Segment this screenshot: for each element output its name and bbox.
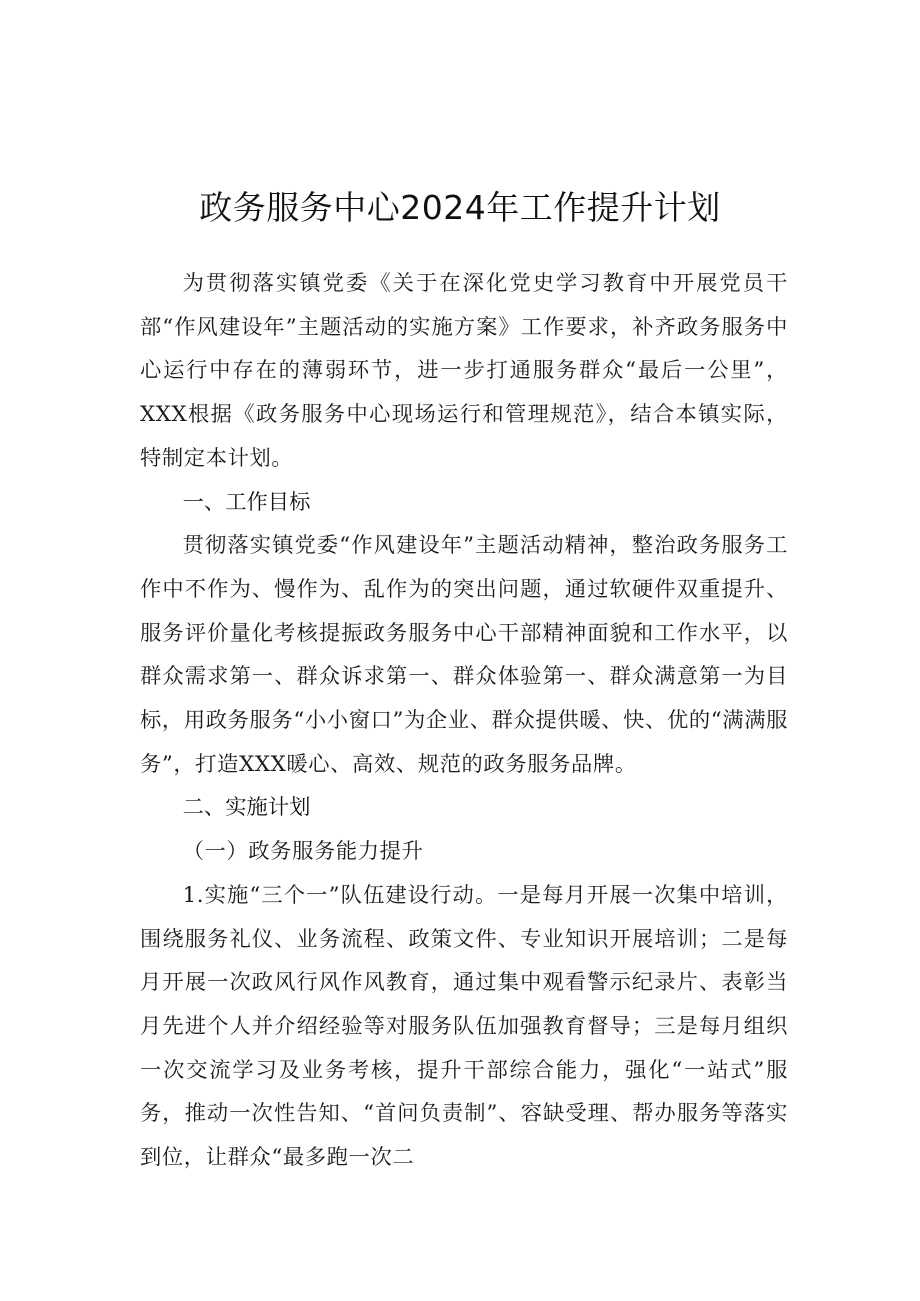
section-heading-plan: 二、实施计划 — [182, 795, 311, 821]
subsection-heading-capability: （一）政务服务能力提升 — [182, 839, 424, 865]
document-title: 政务服务中心2024年工作提升计划 — [199, 188, 721, 228]
section-heading-goals: 一、工作目标 — [182, 489, 311, 515]
document-body — [140, 262, 788, 1180]
goals-paragraph: 贯彻落实镇党委“作风建设年”主题活动精神，整治政务服务工作中不作为、慢作为、乱作为的突出问题，通过软硬件双重提升、服务评价量化考核提振政务服务中心干部精神面貌和工作水平，以群众需求第一、群众诉求第一、群众体验第一、群众满意第一为目标，用政务服务“小小窗口”为企业、群众提供暖、快、优的“满满服务”，打造XXX暖心、高效、规范的政务服务品牌。 — [140, 533, 788, 777]
plan-item-1-paragraph: 1.实施“三个一”队伍建设行动。一是每月开展一次集中培训，围绕服务礼仪、业务流程、政策文件、专业知识开展培训；二是每月开展一次政风行风作风教育，通过集中观看警示纪录片、表彰当月先进个人并介绍经验等对服务队伍加强教育督导；三是每月组织一次交流学习及业务考核，提升干部综合能力，强化“一站式”服务，推动一次性告知、“首问负责制”、容缺受理、帮办服务等落实到位，让群众“最多跑一次二 — [140, 882, 788, 1171]
intro-paragraph: 为贯彻落实镇党委《关于在深化党史学习教育中开展党员干部“作风建设年”主题活动的实施方案》工作要求，补齐政务服务中心运行中存在的薄弱环节，进一步打通服务群众“最后一公里”，XXX根据《政务服务中心现场运行和管理规范》，结合本镇实际，特制定本计划。 — [140, 271, 788, 471]
